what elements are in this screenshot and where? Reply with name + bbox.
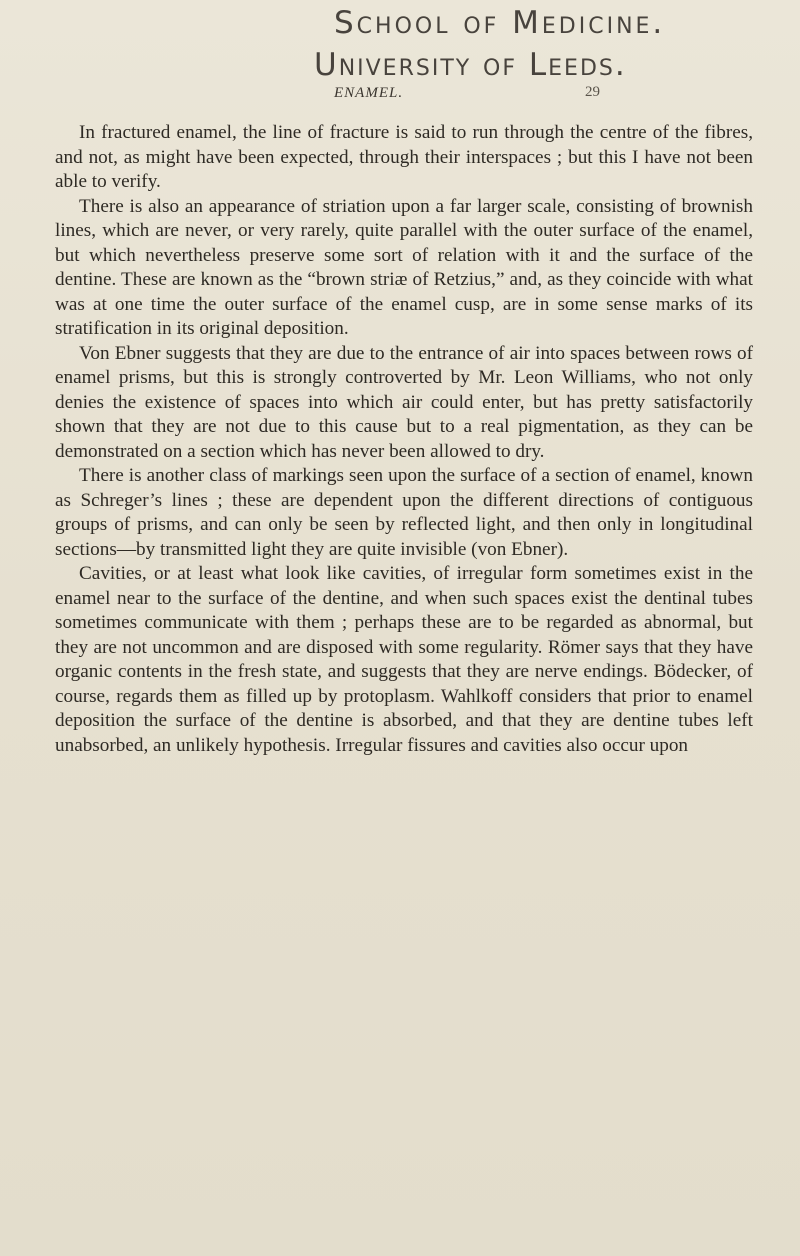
stamp-school-of-medicine: School of Medicine. [334,5,666,41]
page-number: 29 [585,84,600,100]
paragraph-von-ebner: Von Ebner suggests that they are due to the entrance of air into spaces between rows of enamel prisms, but this is strongly controverted by Mr. Leon Williams, who not only denies the existence of spaces into which air could enter, but has pretty satisfactorily shown that they are not due to this cause but to a real pigmentation, as they can be demonstrated on a section which has never been allowed to dry. [55,342,753,462]
paragraph-schregers-lines: There is another class of markings seen upon the surface of a section of enamel, known as Schreger’s lines ; these are dependent upon the different directions of contiguous groups of prisms, and can only be seen by reflected light, and then only in longitudinal sections—by transmitted light they are quite invisible (von Ebner). [55,465,753,560]
body-text [55,121,753,758]
paragraph-striae-of-retzius: There is also an appearance of striation upon a far larger scale, consisting of brownish lines, which are never, or very rarely, quite parallel with the outer surface of the enamel, but which nevertheless preserve some sort of relation with it and the surface of the dentine. These are known as the “brown striæ of Retzius,” and, as they coincide with what was at one time the outer surface of the enamel cusp, are in some sense marks of its stratification in its original deposition. [55,195,753,339]
paragraph-cavities: Cavities, or at least what look like cavities, of irregular form sometimes exist in the enamel near to the surface of the dentine, and when such spaces exist the dentinal tubes sometimes communicate with them ; perhaps these are to be regarded as abnormal, but they are not uncommon and are disposed with some regularity. Römer says that they have organic contents in the fresh state, and suggests that they are nerve endings. Bödecker, of course, regards them as filled up by protoplasm. Wahlkoff considers that prior to enamel deposition the surface of the dentine is absorbed, and that they are dentine tubes left unabsorbed, an unlikely hypothesis. Irregular fissures and cavities also occur upon [55,563,753,756]
running-title: ENAMEL. [334,85,404,101]
paragraph-fracture: In fractured enamel, the line of fracture is said to run through the centre of the fibres, and not, as might have been expected, through their interspaces ; but this I have not been able to verify. [55,122,753,192]
stamp-university-of-leeds: University of Leeds. [314,47,627,83]
